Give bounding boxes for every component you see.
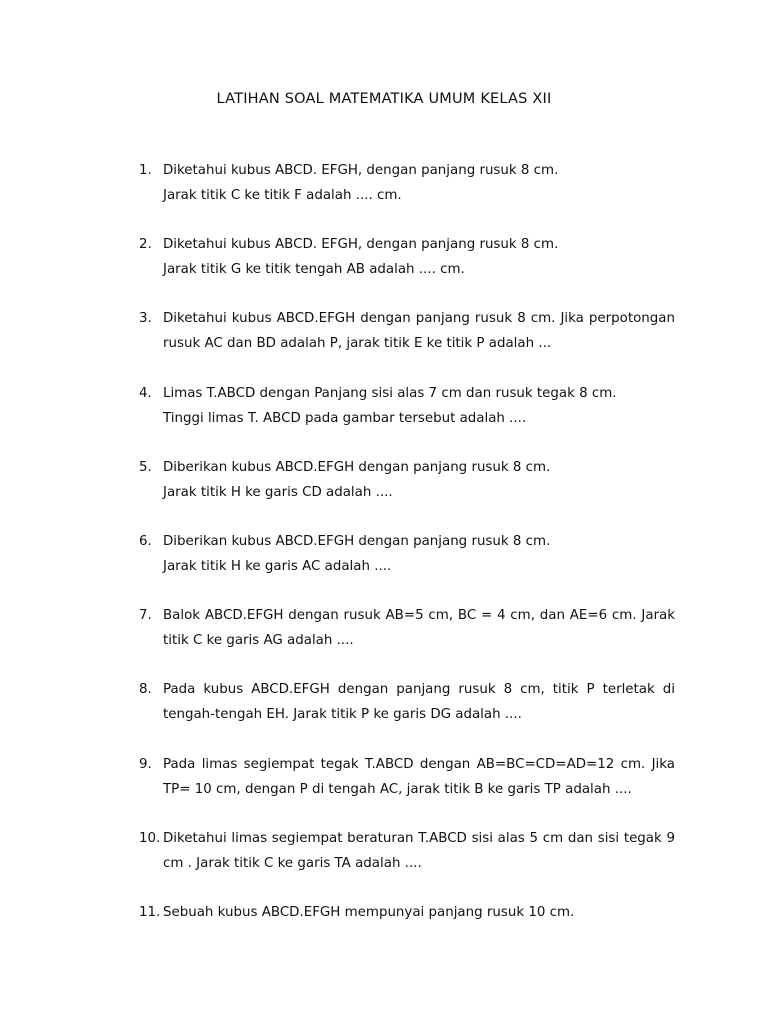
question-number: 2. — [139, 237, 152, 252]
question-number: 6. — [139, 534, 152, 549]
question-number: 5. — [139, 460, 152, 475]
question-line: Diketahui kubus ABCD. EFGH, dengan panjang rusuk 8 cm. — [163, 237, 559, 252]
question-item-4 — [139, 381, 675, 431]
question-number: 4. — [139, 386, 152, 401]
question-item-1 — [139, 158, 675, 208]
question-number: 11. — [139, 905, 161, 920]
question-text — [163, 900, 675, 925]
question-line: Jarak titik C ke titik F adalah .... cm. — [163, 188, 402, 203]
document-title: LATIHAN SOAL MATEMATIKA UMUM KELAS XII — [216, 91, 552, 107]
question-text — [163, 232, 675, 282]
question-item-6 — [139, 529, 675, 579]
question-text: Pada limas segiempat tegak T.ABCD dengan AB=BC=CD=AD=12 cm. Jika TP= 10 cm, dengan P di tengah AC, jarak titik B ke garis TP adalah .... — [163, 757, 675, 797]
question-item-7 — [139, 603, 675, 653]
question-number: 1. — [139, 163, 152, 178]
question-line: Jarak titik H ke garis CD adalah .... — [163, 485, 393, 500]
question-line: Jarak titik H ke garis AC adalah .... — [163, 559, 392, 574]
question-text — [163, 529, 675, 579]
question-line: Limas T.ABCD dengan Panjang sisi alas 7 cm dan rusuk tegak 8 cm. — [163, 386, 617, 401]
question-text: Balok ABCD.EFGH dengan rusuk AB=5 cm, BC = 4 cm, dan AE=6 cm. Jarak titik C ke garis AG adalah .... — [163, 608, 675, 648]
question-item-11 — [139, 900, 675, 925]
question-number: 3. — [139, 311, 152, 326]
question-item-10 — [139, 826, 675, 876]
question-item-8 — [139, 677, 675, 727]
question-line: Diberikan kubus ABCD.EFGH dengan panjang rusuk 8 cm. — [163, 460, 551, 475]
question-line: Jarak titik G ke titik tengah AB adalah .... cm. — [163, 262, 465, 277]
question-text — [163, 158, 675, 208]
question-line: Sebuah kubus ABCD.EFGH mempunyai panjang rusuk 10 cm. — [163, 905, 575, 920]
question-item-9 — [139, 752, 675, 802]
question-text: Diketahui limas segiempat beraturan T.ABCD sisi alas 5 cm dan sisi tegak 9 cm . Jarak titik C ke garis TA adalah .... — [163, 831, 675, 871]
question-number: 8. — [139, 682, 152, 697]
question-text — [163, 455, 675, 505]
question-number: 7. — [139, 608, 152, 623]
question-item-5 — [139, 455, 675, 505]
question-item-3 — [139, 306, 675, 356]
question-line: Tinggi limas T. ABCD pada gambar tersebut adalah .... — [163, 411, 527, 426]
question-line: Diberikan kubus ABCD.EFGH dengan panjang rusuk 8 cm. — [163, 534, 551, 549]
question-number: 10. — [139, 831, 161, 846]
question-text: Pada kubus ABCD.EFGH dengan panjang rusuk 8 cm, titik P terletak di tengah-tengah EH. Jarak titik P ke garis DG adalah .... — [163, 682, 675, 722]
question-text: Diketahui kubus ABCD.EFGH dengan panjang rusuk 8 cm. Jika perpotongan rusuk AC dan BD adalah P, jarak titik E ke titik P adalah ... — [163, 311, 675, 351]
question-line: Diketahui kubus ABCD. EFGH, dengan panjang rusuk 8 cm. — [163, 163, 559, 178]
question-text — [163, 381, 675, 431]
question-number: 9. — [139, 757, 152, 772]
question-item-2 — [139, 232, 675, 282]
